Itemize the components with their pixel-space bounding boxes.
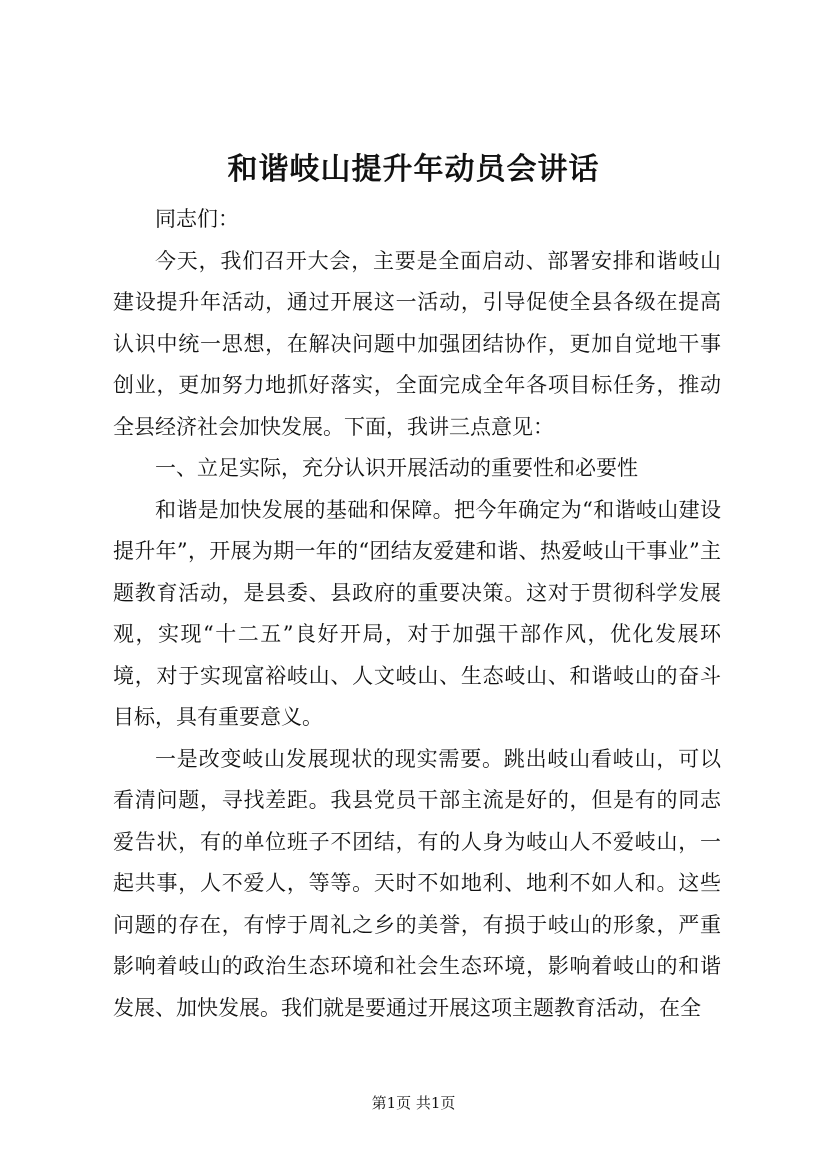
document-title: 和谐岐山提升年动员会讲话	[227, 152, 600, 187]
paragraph-intro: 今天，我们召开大会，主要是全面启动、部署安排和谐岐山建设提升年活动，通过开展这一活动，引导促使全县各级在提高认识中统一思想，在解决问题中加强团结协作，更加自觉地干事创业，更加努力地抓好落实，全面完成全年各项目标任务，推动全县经济社会加快发展。下面，我讲三点意见：	[113, 248, 721, 439]
page-footer: 第1页 共1页	[371, 1094, 456, 1112]
document-body	[113, 199, 721, 1029]
paragraph-point-1: 一是改变岐山发展现状的现实需要。跳出岐山看岐山，可以看清问题，寻找差距。我县党员干部主流是好的，但是有的同志爱告状，有的单位班子不团结，有的人身为岐山人不爱岐山，一起共事，人不爱人，等等。天时不如地利、地利不如人和。这些问题的存在，有悖于周礼之乡的美誉，有损于岐山的形象，严重影响着岐山的政治生态环境和社会生态环境，影响着岐山的和谐发展、加快发展。我们就是要通过开展这项主题教育活动，在全	[113, 746, 721, 1020]
section-heading-1: 一、立足实际，充分认识开展活动的重要性和必要性	[155, 456, 638, 480]
salutation: 同志们：	[155, 207, 239, 231]
paragraph-harmony: 和谐是加快发展的基础和保障。把今年确定为“和谐岐山建设提升年”，开展为期一年的“团结友爱建和谐、热爱岐山干事业”主题教育活动，是县委、县政府的重要决策。这对于贯彻科学发展观，实现“十二五”良好开局，对于加强干部作风，优化发展环境，对于实现富裕岐山、人文岐山、生态岐山、和谐岐山的奋斗目标，具有重要意义。	[113, 497, 721, 729]
